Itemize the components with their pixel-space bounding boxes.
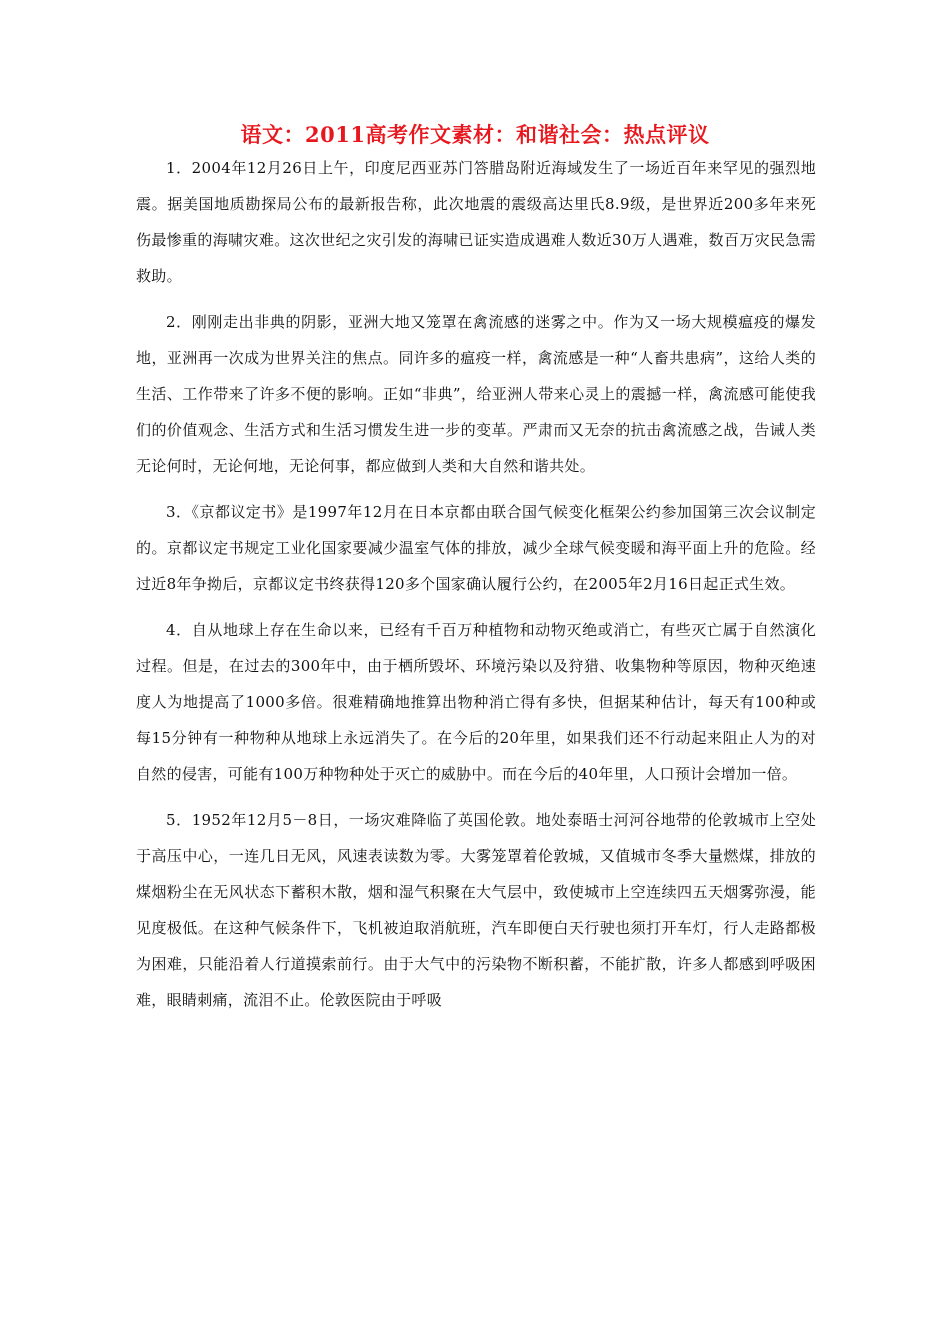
paragraph-1: 1．2004年12月26日上午，印度尼西亚苏门答腊岛附近海域发生了一场近百年来罕见的强烈地震。据美国地质勘探局公布的最新报告称，此次地震的震级高达里氏8.9级，是世界近200多年来死伤最惨重的海啸灾难。这次世纪之灾引发的海啸已证实造成遇难人数近30万人遇难，数百万灾民急需救助。	[136, 159, 816, 285]
paragraph-2: 2．刚刚走出非典的阴影，亚洲大地又笼罩在禽流感的迷雾之中。作为又一场大规模瘟疫的爆发地，亚洲再一次成为世界关注的焦点。同许多的瘟疫一样，禽流感是一种“人畜共患病”，这给人类的生活、工作带来了许多不便的影响。正如“非典”，给亚洲人带来心灵上的震撼一样，禽流感可能使我们的价值观念、生活方式和生活习惯发生进一步的变革。严肃而又无奈的抗击禽流感之战，告诫人类无论何时，无论何地，无论何事，都应做到人类和大自然和谐共处。	[136, 313, 816, 475]
paragraph-5: 5．1952年12月5－8日，一场灾难降临了英国伦敦。地处泰晤士河河谷地带的伦敦城市上空处于高压中心，一连几日无风，风速表读数为零。大雾笼罩着伦敦城，又值城市冬季大量燃煤，排放的煤烟粉尘在无风状态下蓄积木散，烟和湿气积聚在大气层中，致使城市上空连续四五天烟雾弥漫，能见度极低。在这种气候条件下，飞机被迫取消航班，汽车即便白天行驶也须打开车灯，行人走路都极为困难，只能沿着人行道摸索前行。由于大气中的污染物不断积蓄，不能扩散，许多人都感到呼吸困难，眼睛刺痛，流泪不止。伦敦医院由于呼吸	[136, 811, 816, 1009]
document-title: 语文：2011高考作文素材：和谐社会：热点评议	[240, 122, 710, 147]
paragraph-3: 3．《京都议定书》是1997年12月在日本京都由联合国气候变化框架公约参加国第三次会议制定的。京都议定书规定工业化国家要减少温室气体的排放，减少全球气候变暖和海平面上升的危险。经过近8年争拗后，京都议定书终获得120多个国家确认履行公约，在2005年2月16日起正式生效。	[136, 503, 816, 593]
paragraph-4: 4．自从地球上存在生命以来，已经有千百万种植物和动物灭绝或消亡，有些灭亡属于自然演化过程。但是，在过去的300年中，由于栖所毁坏、环境污染以及狩猎、收集物种等原因，物种灭绝速度人为地提高了1000多倍。很难精确地推算出物种消亡得有多快，但据某种估计，每天有100种或每15分钟有一种物种从地球上永远消失了。在今后的20年里，如果我们还不行动起来阻止人为的对自然的侵害，可能有100万种物种处于灭亡的威胁中。而在今后的40年里，人口预计会增加一倍。	[136, 621, 816, 783]
document-body	[136, 150, 816, 1028]
